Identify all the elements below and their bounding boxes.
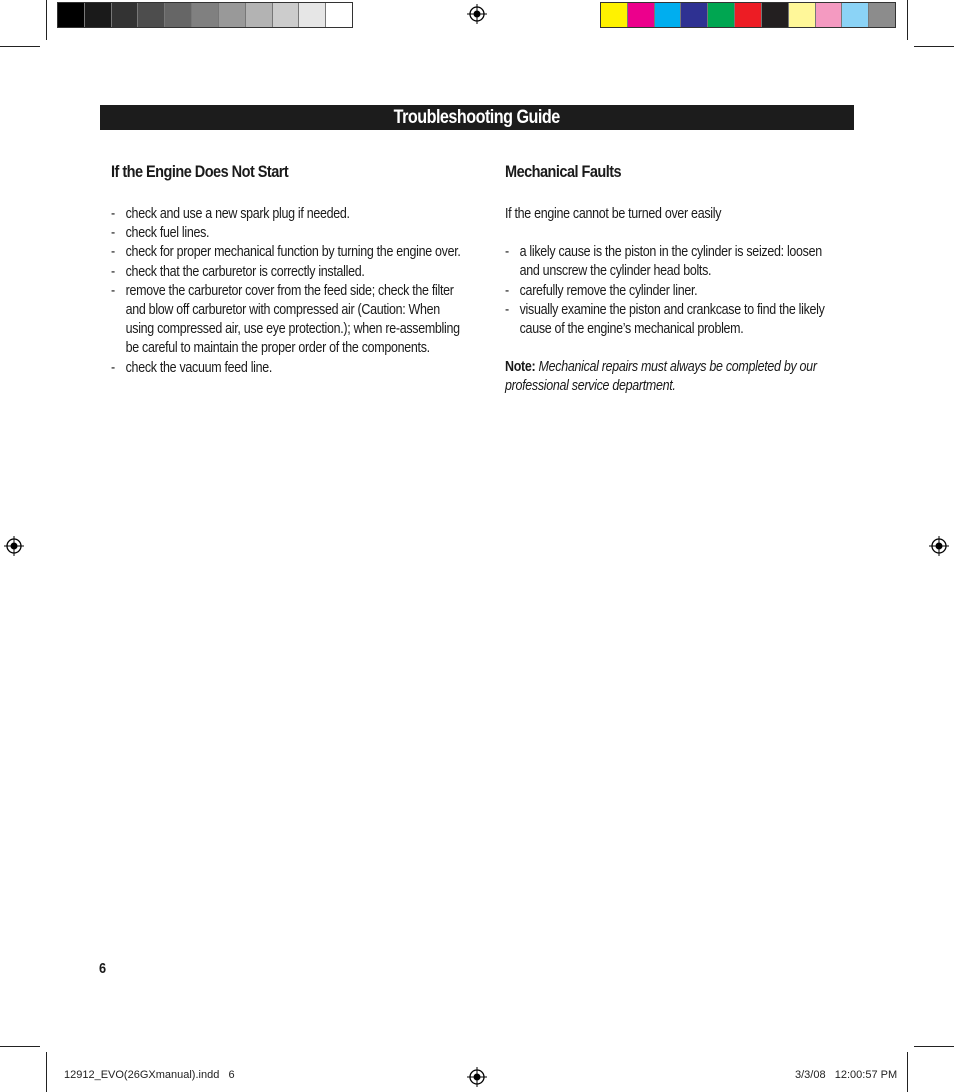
- engine-not-start-list: [111, 205, 462, 378]
- bullet-dash: -: [505, 301, 509, 318]
- color-swatch: [299, 3, 326, 27]
- list-item-text: a likely cause is the piston in the cylinder is seized: loosen and unscrew the cylinder head bolts.: [519, 244, 822, 280]
- color-swatch: [735, 3, 762, 27]
- bullet-dash: -: [505, 244, 509, 261]
- list-item-text: carefully remove the cylinder liner.: [519, 282, 698, 299]
- mechanical-faults-section: [505, 160, 840, 397]
- bullet-dash: -: [111, 244, 115, 261]
- crop-mark: [0, 46, 40, 47]
- registration-mark-icon: [467, 4, 487, 24]
- bullet-dash: -: [505, 282, 509, 299]
- color-swatch: [628, 3, 655, 27]
- color-swatch: [192, 3, 219, 27]
- list-item: [111, 263, 462, 282]
- list-item-text: check and use a new spark plug if needed.: [125, 206, 350, 222]
- timestamp-slug: 3/3/08 12:00:57 PM: [795, 1069, 898, 1081]
- list-item-text: check that the carburetor is correctly installed.: [125, 263, 365, 280]
- list-item: [111, 243, 462, 262]
- page-title: Troubleshooting Guide: [393, 107, 561, 128]
- engine-not-start-section: [111, 160, 463, 378]
- list-item: [111, 205, 462, 224]
- engine-not-start-heading: If the Engine Does Not Start: [111, 163, 289, 181]
- list-item-text: check fuel lines.: [125, 225, 210, 242]
- color-swatch: [869, 3, 895, 27]
- crop-mark: [46, 0, 47, 40]
- color-swatch: [112, 3, 139, 27]
- registration-mark-icon: [4, 536, 24, 556]
- color-swatch: [708, 3, 735, 27]
- bullet-dash: -: [111, 282, 115, 299]
- note-text: Mechanical repairs must always be completed by our professional service department.: [505, 359, 817, 395]
- color-swatch: [655, 3, 682, 27]
- registration-mark-icon: [929, 536, 949, 556]
- list-item: [505, 301, 839, 339]
- color-swatch: [842, 3, 869, 27]
- color-swatch: [816, 3, 843, 27]
- color-swatch: [85, 3, 112, 27]
- color-swatch: [762, 3, 789, 27]
- list-item-text: visually examine the piston and crankcase to find the likely cause of the engine’s mechanical problem.: [519, 301, 825, 338]
- note-paragraph: [505, 358, 839, 396]
- color-swatch: [789, 3, 816, 27]
- list-item-text: remove the carburetor cover from the feed side; check the filter and blow off carburetor with compressed air (Caution: When using compressed air, use eye protection.); when re-assembling be careful to maintain the proper order of the components.: [125, 282, 460, 357]
- registration-mark-icon: [467, 1067, 487, 1087]
- mechanical-faults-heading: Mechanical Faults: [505, 163, 622, 181]
- list-item: [111, 224, 462, 243]
- grayscale-color-bar: [57, 2, 353, 28]
- list-item-text: check for proper mechanical function by turning the engine over.: [125, 244, 461, 261]
- list-item: [505, 282, 839, 301]
- bullet-dash: -: [111, 359, 115, 376]
- crop-mark: [46, 1052, 47, 1092]
- list-item: [505, 243, 839, 281]
- section-header-band: [100, 105, 854, 130]
- color-swatch: [326, 3, 352, 27]
- crop-mark: [0, 1046, 40, 1047]
- crop-mark: [907, 1052, 908, 1092]
- page-number: 6: [99, 960, 107, 977]
- list-item: [111, 359, 462, 378]
- color-swatch: [681, 3, 708, 27]
- mechanical-faults-list: [505, 243, 839, 339]
- color-swatch: [165, 3, 192, 27]
- bullet-dash: -: [111, 263, 115, 280]
- color-swatch: [138, 3, 165, 27]
- bullet-dash: -: [111, 225, 115, 242]
- crop-mark: [907, 0, 908, 40]
- crop-mark: [914, 1046, 954, 1047]
- color-swatch: [219, 3, 246, 27]
- process-color-bar: [600, 2, 896, 28]
- crop-mark: [914, 46, 954, 47]
- color-swatch: [58, 3, 85, 27]
- note-label: Note:: [505, 359, 536, 376]
- list-item: [111, 282, 462, 359]
- bullet-dash: -: [111, 206, 115, 222]
- color-swatch: [601, 3, 628, 27]
- color-swatch: [246, 3, 273, 27]
- list-item-text: check the vacuum feed line.: [125, 359, 273, 376]
- mechanical-faults-intro: If the engine cannot be turned over easily: [505, 206, 722, 222]
- color-swatch: [273, 3, 300, 27]
- file-info-slug: 12912_EVO(26GXmanual).indd 6: [64, 1069, 235, 1081]
